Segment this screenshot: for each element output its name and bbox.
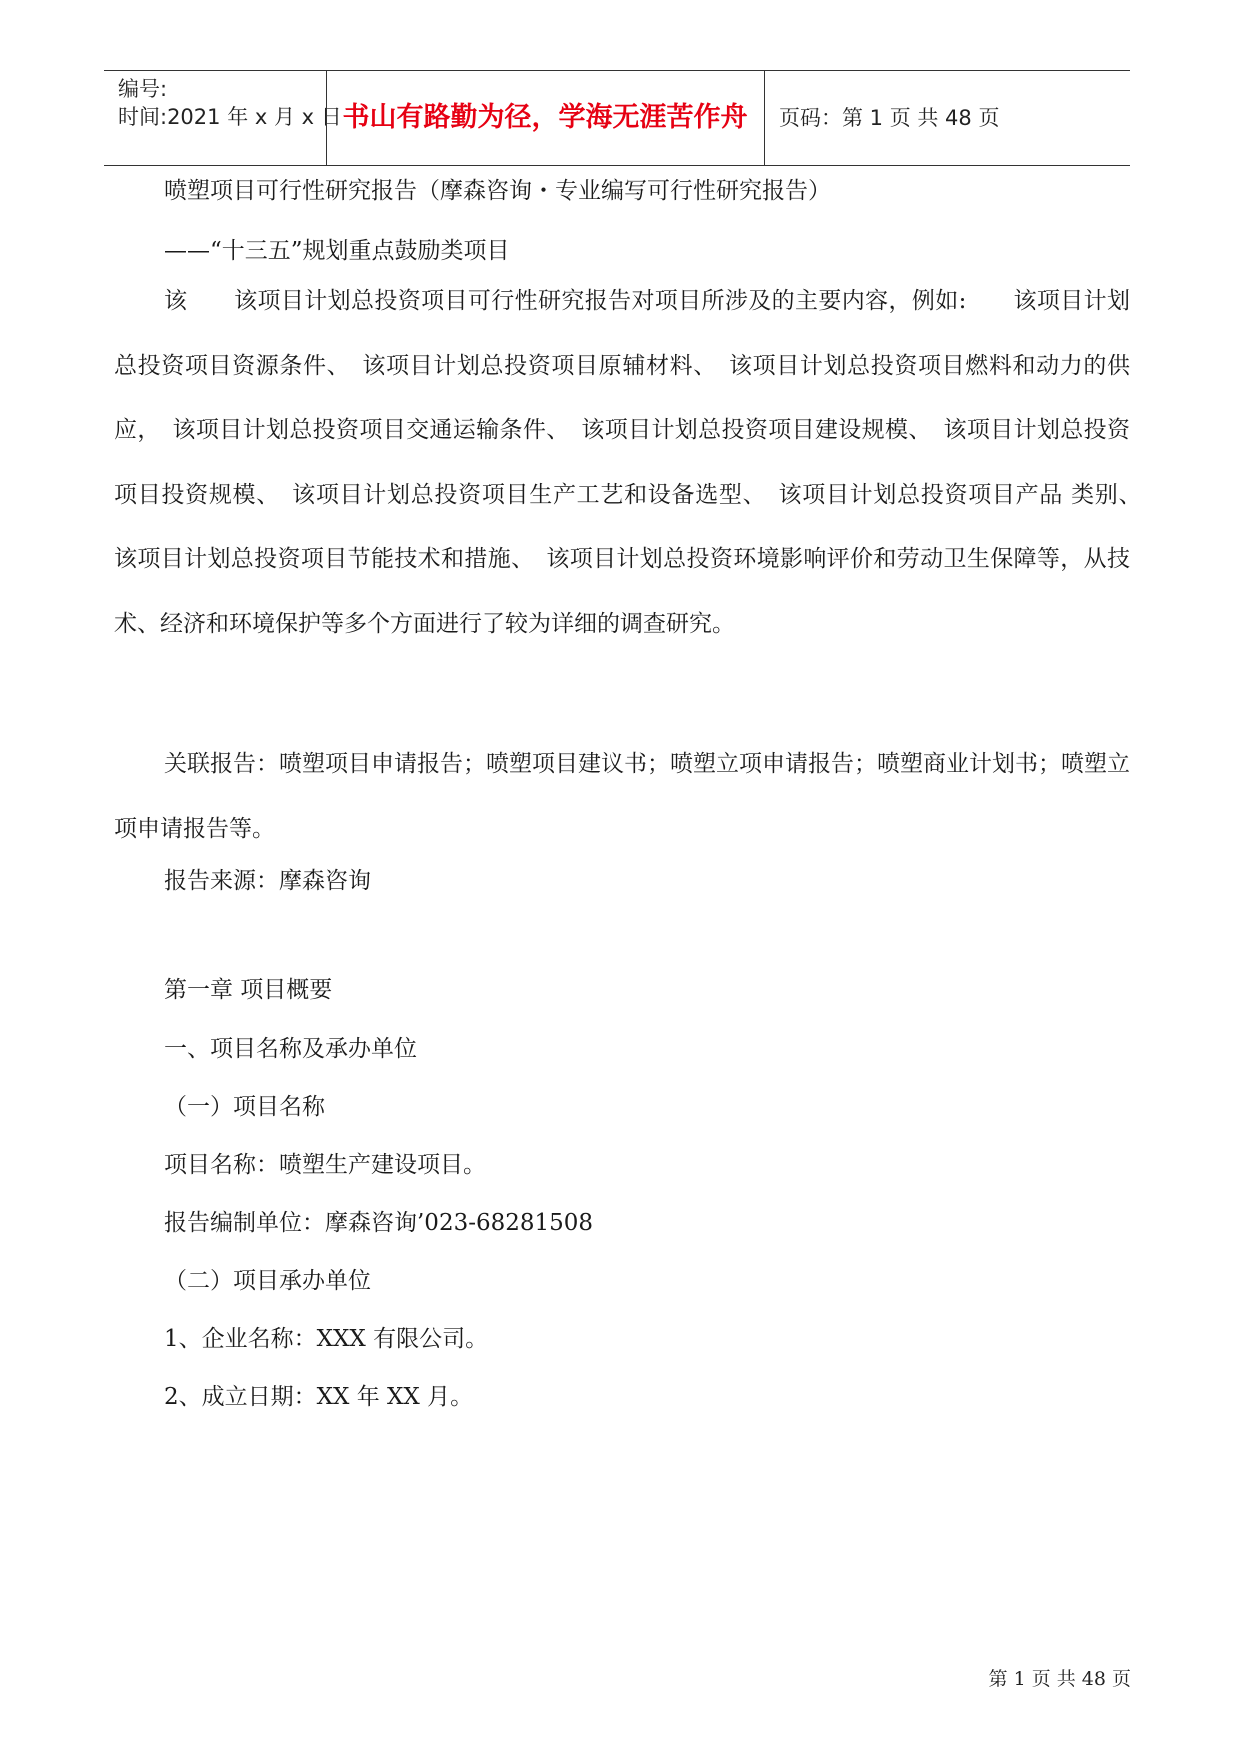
document-subtitle: ——“十三五”规划重点鼓励类项目 <box>164 238 510 264</box>
project-name-line: 项目名称：喷塑生产建设项目。 <box>164 1152 486 1178</box>
number-label: 编号: <box>118 77 168 101</box>
subsection-heading-2: （二）项目承办单位 <box>164 1268 371 1294</box>
header-divider-right <box>764 71 765 165</box>
page-header <box>104 70 1130 166</box>
compiler-line: 报告编制单位：摩森咨询’023-68281508 <box>164 1210 594 1236</box>
header-page-label: 页码：第 1 页 共 48 页 <box>779 106 1000 130</box>
company-name-line: 1、企业名称：XXX 有限公司。 <box>164 1326 489 1352</box>
time-label: 时间:2021 年 x 月 x 日 <box>118 105 342 129</box>
subsection-heading-1: （一）项目名称 <box>164 1094 325 1120</box>
page-footer: 第 1 页 共 48 页 <box>988 1668 1131 1690</box>
established-date-line: 2、成立日期：XX 年 XX 月。 <box>164 1384 474 1410</box>
chapter-heading: 第一章 项目概要 <box>164 977 333 1003</box>
section-heading: 一、项目名称及承办单位 <box>164 1036 417 1062</box>
report-source: 报告来源：摩森咨询 <box>164 868 371 894</box>
header-motto: 书山有路勤为径，学海无涯苦作舟 <box>342 102 748 133</box>
related-reports-paragraph: 关联报告：喷塑项目申请报告；喷塑项目建议书；喷塑立项申请报告；喷塑商业计划书；喷塑立项申请报告等。 <box>114 751 1130 842</box>
intro-paragraph: 该 该项目计划总投资项目可行性研究报告对项目所涉及的主要内容，例如: 该项目计划总投资项目资源条件、 该项目计划总投资项目原辅材料、 该项目计划总投资项目燃料和动力的供应， 该项目计划总投资项目交通运输条件、 该项目计划总投资项目建设规模、 该项目计划总投资项目投资规模、 该项目计划总投资项目生产工艺和设备选型、 该项目计划总投资项目产品 类别、 该项目计划总投资项目节能技术和措施、 该项目计划总投资环境影响评价和劳动卫生保障等，从技术、经济和环境保护等多个方面进行了较为详细的调查研究。 <box>114 288 1153 637</box>
document-title: 喷塑项目可行性研究报告（摩森咨询・专业编写可行性研究报告） <box>164 178 831 204</box>
